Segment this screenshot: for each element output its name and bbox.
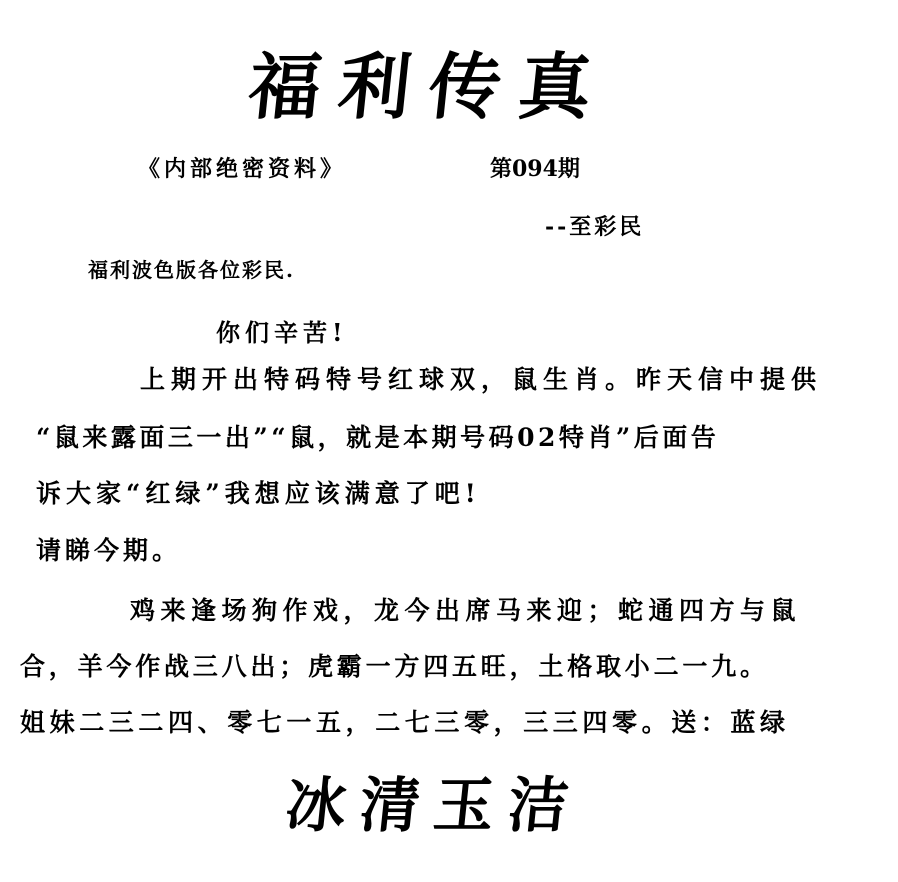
body-line-4: 请睇今期。 [36, 536, 182, 565]
body-line-5: 鸡来逢场狗作戏，龙今出席马来迎；蛇通四方与鼠 [130, 596, 802, 625]
body-line-6: 合，羊今作战三八出；虎霸一方四五旺，土格取小二一九。 [20, 652, 769, 681]
footer-motto: 冰清玉洁 [282, 771, 586, 841]
body-line-7: 姐妹二三二四、零七一五，二七三零，三三四零。送：蓝绿 [20, 708, 790, 737]
letter-recipient: --至彩民 [545, 214, 645, 240]
body-line-3: 诉大家“红绿”我想应该满意了吧! [36, 479, 481, 508]
body-line-2: “鼠来露面三一出”“鼠，就是本期号码02特肖”后面告 [36, 423, 720, 452]
body-line-1: 上期开出特码特号红球双，鼠生肖。昨天信中提供 [140, 365, 823, 394]
document-title: 福利传真 [244, 44, 614, 129]
letter-greeting: 福利波色版各位彩民. [88, 258, 295, 282]
letter-thanks: 你们辛苦! [216, 318, 348, 347]
issue-number: 第094期 [490, 156, 580, 182]
document-subtitle: 《内部绝密资料》 [138, 156, 347, 182]
